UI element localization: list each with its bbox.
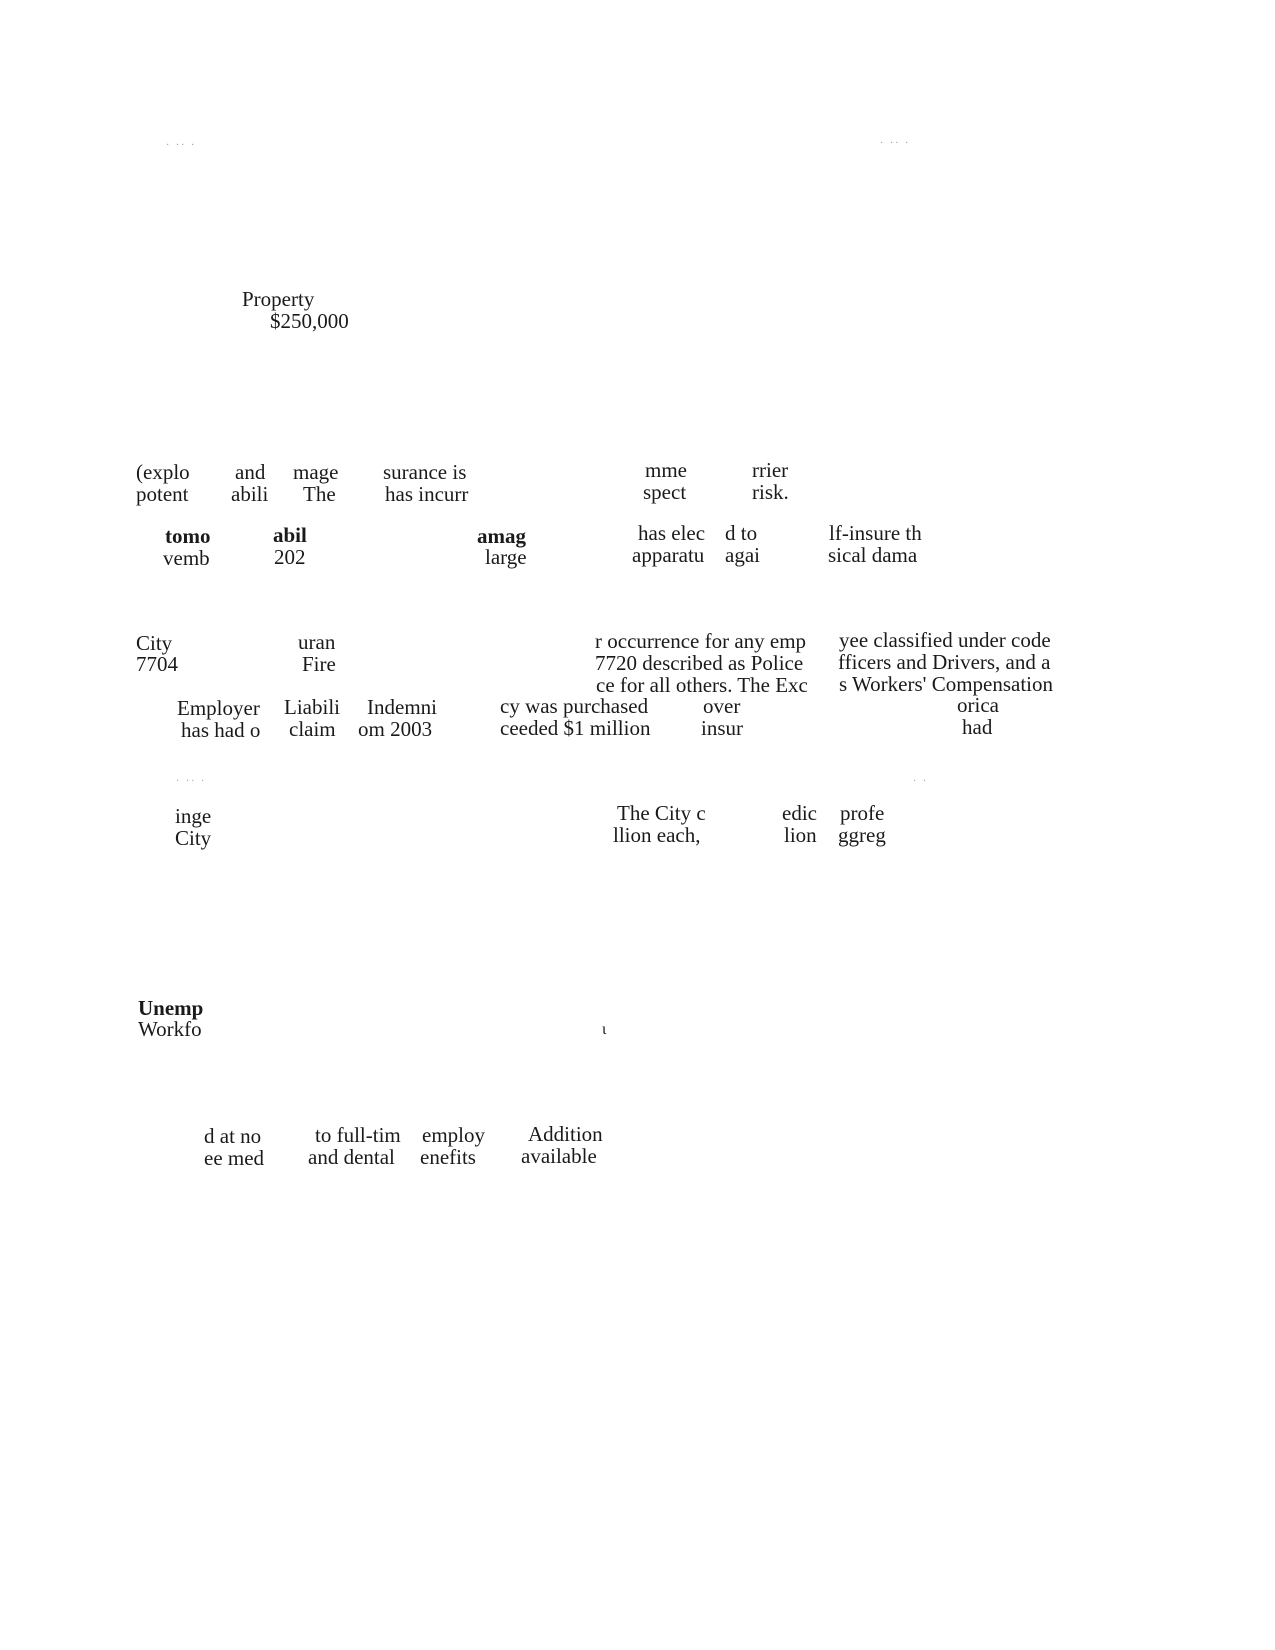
text-fragment: lf-insure th <box>829 521 922 545</box>
text-fragment: mme <box>645 458 687 482</box>
text-fragment: vemb <box>163 546 210 570</box>
text-fragment: had <box>962 715 993 739</box>
text-fragment: cy was purchased <box>500 694 649 718</box>
text-fragment: potent <box>136 482 189 506</box>
text-fragment: enefits <box>420 1145 476 1169</box>
text-fragment: has incurr <box>385 482 469 506</box>
text-fragment: mage <box>293 460 339 484</box>
text-fragment: Workfo <box>138 1017 202 1041</box>
scan-speck: · ·· · <box>166 140 197 151</box>
text-fragment: Indemni <box>367 695 437 719</box>
text-fragment: inge <box>175 804 212 828</box>
text-fragment: available <box>521 1144 597 1168</box>
text-fragment: uran <box>298 630 336 654</box>
text-fragment: s Workers' Compensation <box>839 672 1054 696</box>
text-fragment: spect <box>643 480 687 504</box>
text-fragment: Fire <box>302 652 336 676</box>
text-fragment: ceeded $1 million <box>500 716 651 740</box>
text-fragment: employ <box>422 1123 485 1147</box>
text-fragment: agai <box>725 543 760 567</box>
text-fragment: fficers and Drivers, and a <box>838 650 1051 674</box>
text-fragment: amag <box>477 524 526 548</box>
property-label: Property <box>242 287 315 311</box>
text-fragment: to full-tim <box>315 1123 401 1147</box>
text-fragment: om 2003 <box>358 717 433 741</box>
text-fragment: large <box>485 545 527 569</box>
text-fragment: llion each, <box>613 823 701 847</box>
text-fragment: 7720 described as Police <box>595 651 804 675</box>
text-fragment: and dental <box>308 1145 395 1169</box>
scan-speck: · · <box>913 776 929 787</box>
text-fragment: Liabili <box>284 695 340 719</box>
text-fragment: City <box>136 631 173 655</box>
text-fragment: has elec <box>638 521 706 545</box>
text-fragment: profe <box>840 801 885 825</box>
text-fragment: abili <box>231 482 269 506</box>
text-fragment: d at no <box>204 1124 262 1148</box>
text-fragment: sical dama <box>828 543 918 567</box>
text-fragment: Addition <box>528 1122 603 1146</box>
text-fragment: The <box>303 482 336 506</box>
text-fragment: The City c <box>617 801 706 825</box>
text-fragment: City <box>175 826 212 850</box>
text-fragment: 7704 <box>136 652 178 676</box>
text-fragment: (explo <box>136 460 190 484</box>
text-fragment: risk. <box>752 480 789 504</box>
text-fragment: insur <box>701 716 743 740</box>
text-fragment: surance is <box>383 460 467 484</box>
text-fragment: rrier <box>752 458 789 482</box>
text-fragment: over <box>703 694 741 718</box>
text-fragment: tomo <box>165 524 211 548</box>
text-fragment: ggreg <box>838 823 886 847</box>
text-fragment: orica <box>957 693 999 717</box>
text-fragment: claim <box>289 717 336 741</box>
text-fragment: abil <box>273 523 307 547</box>
text-fragment: edic <box>782 801 817 825</box>
text-fragment: and <box>235 460 266 484</box>
text-fragment: 202 <box>274 545 306 569</box>
text-fragment: ce for all others. The Exc <box>596 673 808 697</box>
text-fragment: ι <box>602 1021 607 1038</box>
text-fragment: apparatu <box>632 543 705 567</box>
text-fragment: ee med <box>204 1146 265 1170</box>
section-heading: Unemp <box>138 996 204 1020</box>
scan-speck: · ·· · <box>176 776 207 787</box>
text-fragment: r occurrence for any emp <box>595 629 807 653</box>
text-fragment: lion <box>784 823 817 847</box>
text-fragment: Employer <box>177 696 260 720</box>
scan-speck: · ·· · <box>880 138 911 149</box>
text-fragment: d to <box>725 521 758 545</box>
property-amount: $250,000 <box>270 309 349 333</box>
text-fragment: yee classified under code <box>839 628 1051 652</box>
text-fragment: has had o <box>181 718 261 742</box>
